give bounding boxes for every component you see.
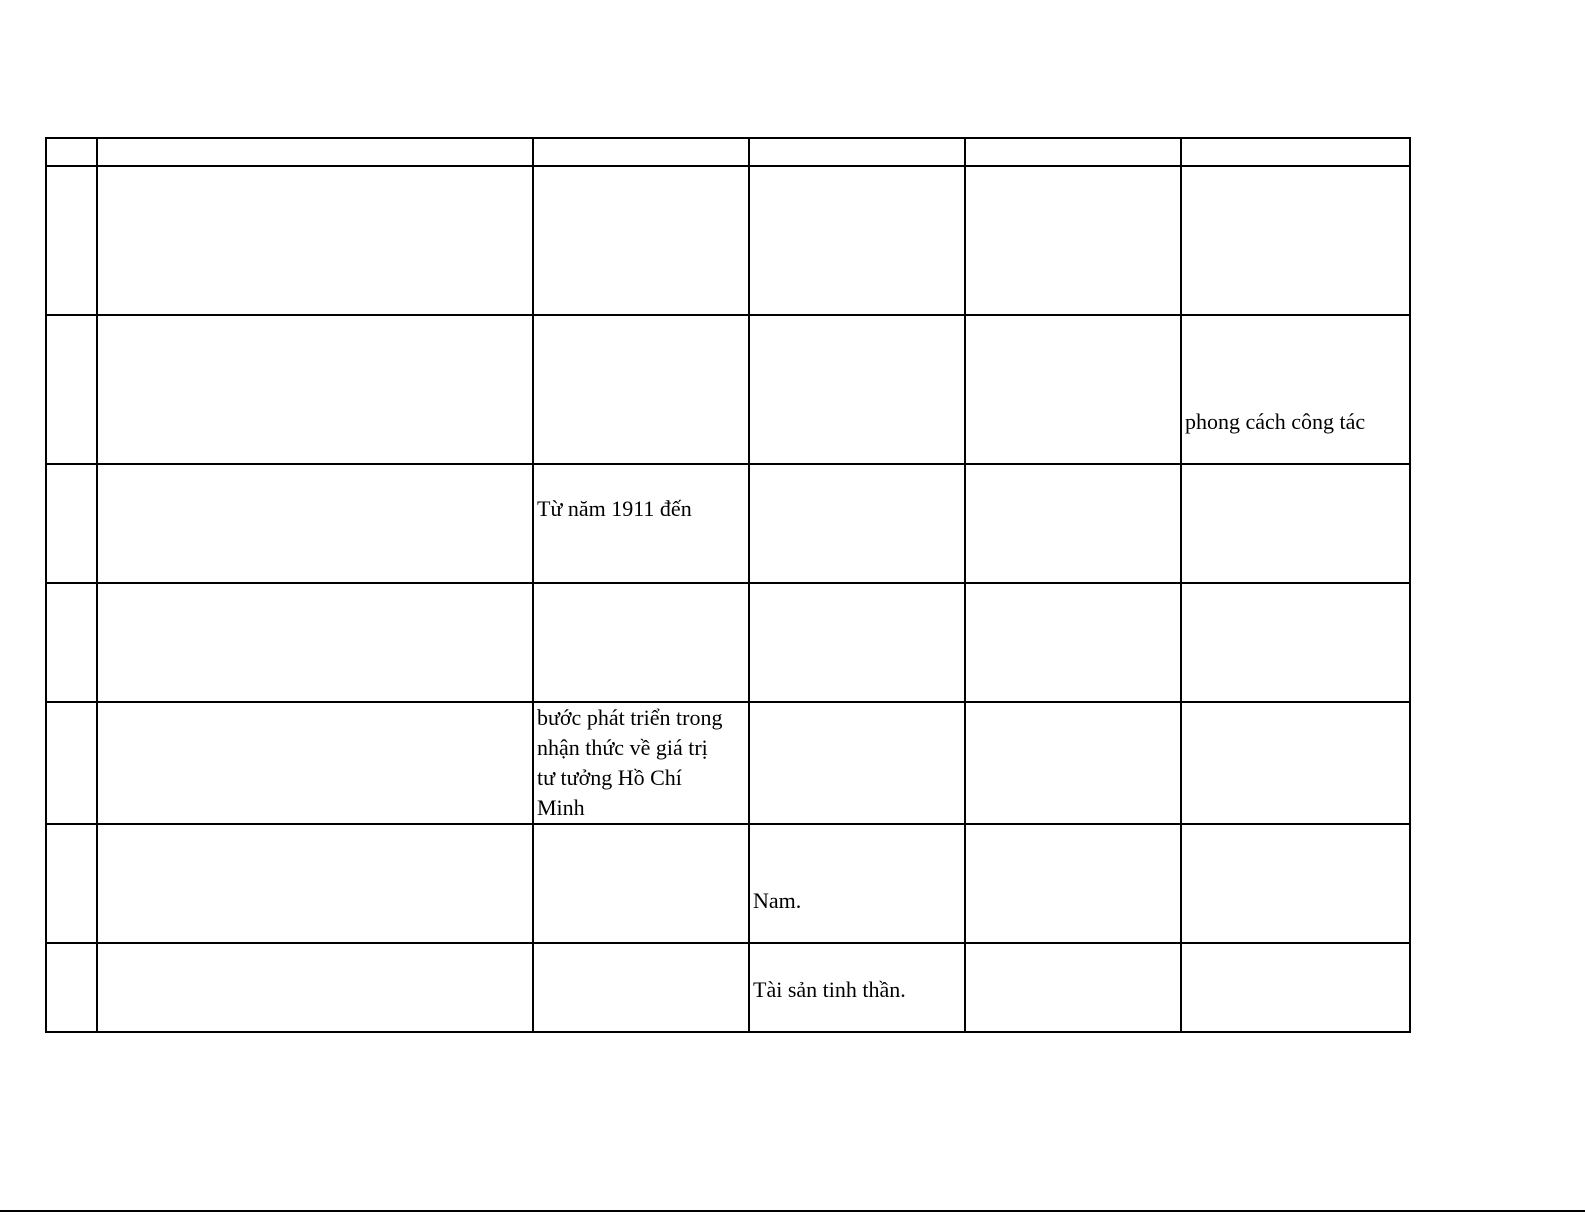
table-cell[interactable]: [97, 943, 533, 1032]
table-cell[interactable]: [46, 943, 97, 1032]
table-row: [46, 166, 1410, 315]
spreadsheet-table: [45, 137, 1411, 1033]
table-cell[interactable]: [965, 166, 1181, 315]
table-cell[interactable]: [97, 166, 533, 315]
table-cell[interactable]: [1181, 583, 1410, 702]
table-cell[interactable]: [97, 138, 533, 166]
table-cell[interactable]: [1181, 464, 1410, 583]
table-cell[interactable]: [97, 824, 533, 943]
table-row: [46, 702, 1410, 824]
table-row: [46, 315, 1410, 464]
table-cell[interactable]: [533, 166, 749, 315]
table-row-header: [46, 138, 1410, 166]
table-cell[interactable]: [46, 315, 97, 464]
table-cell[interactable]: [46, 138, 97, 166]
table-cell[interactable]: [965, 315, 1181, 464]
table-cell[interactable]: [749, 464, 965, 583]
table-cell[interactable]: [533, 464, 749, 583]
table-cell[interactable]: [46, 583, 97, 702]
table-cell[interactable]: [1181, 166, 1410, 315]
table-cell[interactable]: [46, 824, 97, 943]
table-row: [46, 824, 1410, 943]
table-cell[interactable]: [533, 824, 749, 943]
table-cell[interactable]: [749, 315, 965, 464]
table-cell[interactable]: [749, 583, 965, 702]
table-cell[interactable]: [533, 943, 749, 1032]
table-cell[interactable]: [97, 464, 533, 583]
table-cell[interactable]: [965, 943, 1181, 1032]
table-cell[interactable]: [749, 138, 965, 166]
table-cell[interactable]: [533, 138, 749, 166]
table-cell[interactable]: [46, 464, 97, 583]
table-cell[interactable]: [749, 702, 965, 824]
table-cell[interactable]: [97, 583, 533, 702]
cell-text: Nam.: [753, 888, 802, 913]
table-row: [46, 583, 1410, 702]
table-cell[interactable]: [965, 138, 1181, 166]
table-cell[interactable]: [749, 943, 965, 1032]
table-cell[interactable]: [97, 315, 533, 464]
table-cell[interactable]: [97, 702, 533, 824]
cell-text: Tài sản tinh thần.: [753, 977, 906, 1002]
table-cell[interactable]: [965, 824, 1181, 943]
table-cell[interactable]: [1181, 943, 1410, 1032]
table-cell[interactable]: [533, 702, 749, 824]
table-cell[interactable]: [46, 702, 97, 824]
table-cell[interactable]: [749, 166, 965, 315]
table-cell[interactable]: [533, 315, 749, 464]
table-cell[interactable]: [46, 166, 97, 315]
table-cell[interactable]: [533, 583, 749, 702]
table-cell[interactable]: [1181, 824, 1410, 943]
table-cell[interactable]: [965, 583, 1181, 702]
table-cell[interactable]: [749, 824, 965, 943]
table-cell[interactable]: [965, 702, 1181, 824]
table-cell[interactable]: [1181, 702, 1410, 824]
table-cell[interactable]: [1181, 138, 1410, 166]
table-cell[interactable]: [1181, 315, 1410, 464]
cell-text: bước phát triển trong nhận thức về giá trị tư tưởng Hồ Chí Minh: [537, 705, 723, 820]
cell-text: Từ năm 1911 đến: [537, 496, 692, 521]
table-cell[interactable]: [965, 464, 1181, 583]
page-bottom-rule: [0, 1210, 1585, 1212]
cell-text: phong cách công tác: [1185, 409, 1366, 434]
table-row: [46, 464, 1410, 583]
table-row: [46, 943, 1410, 1032]
